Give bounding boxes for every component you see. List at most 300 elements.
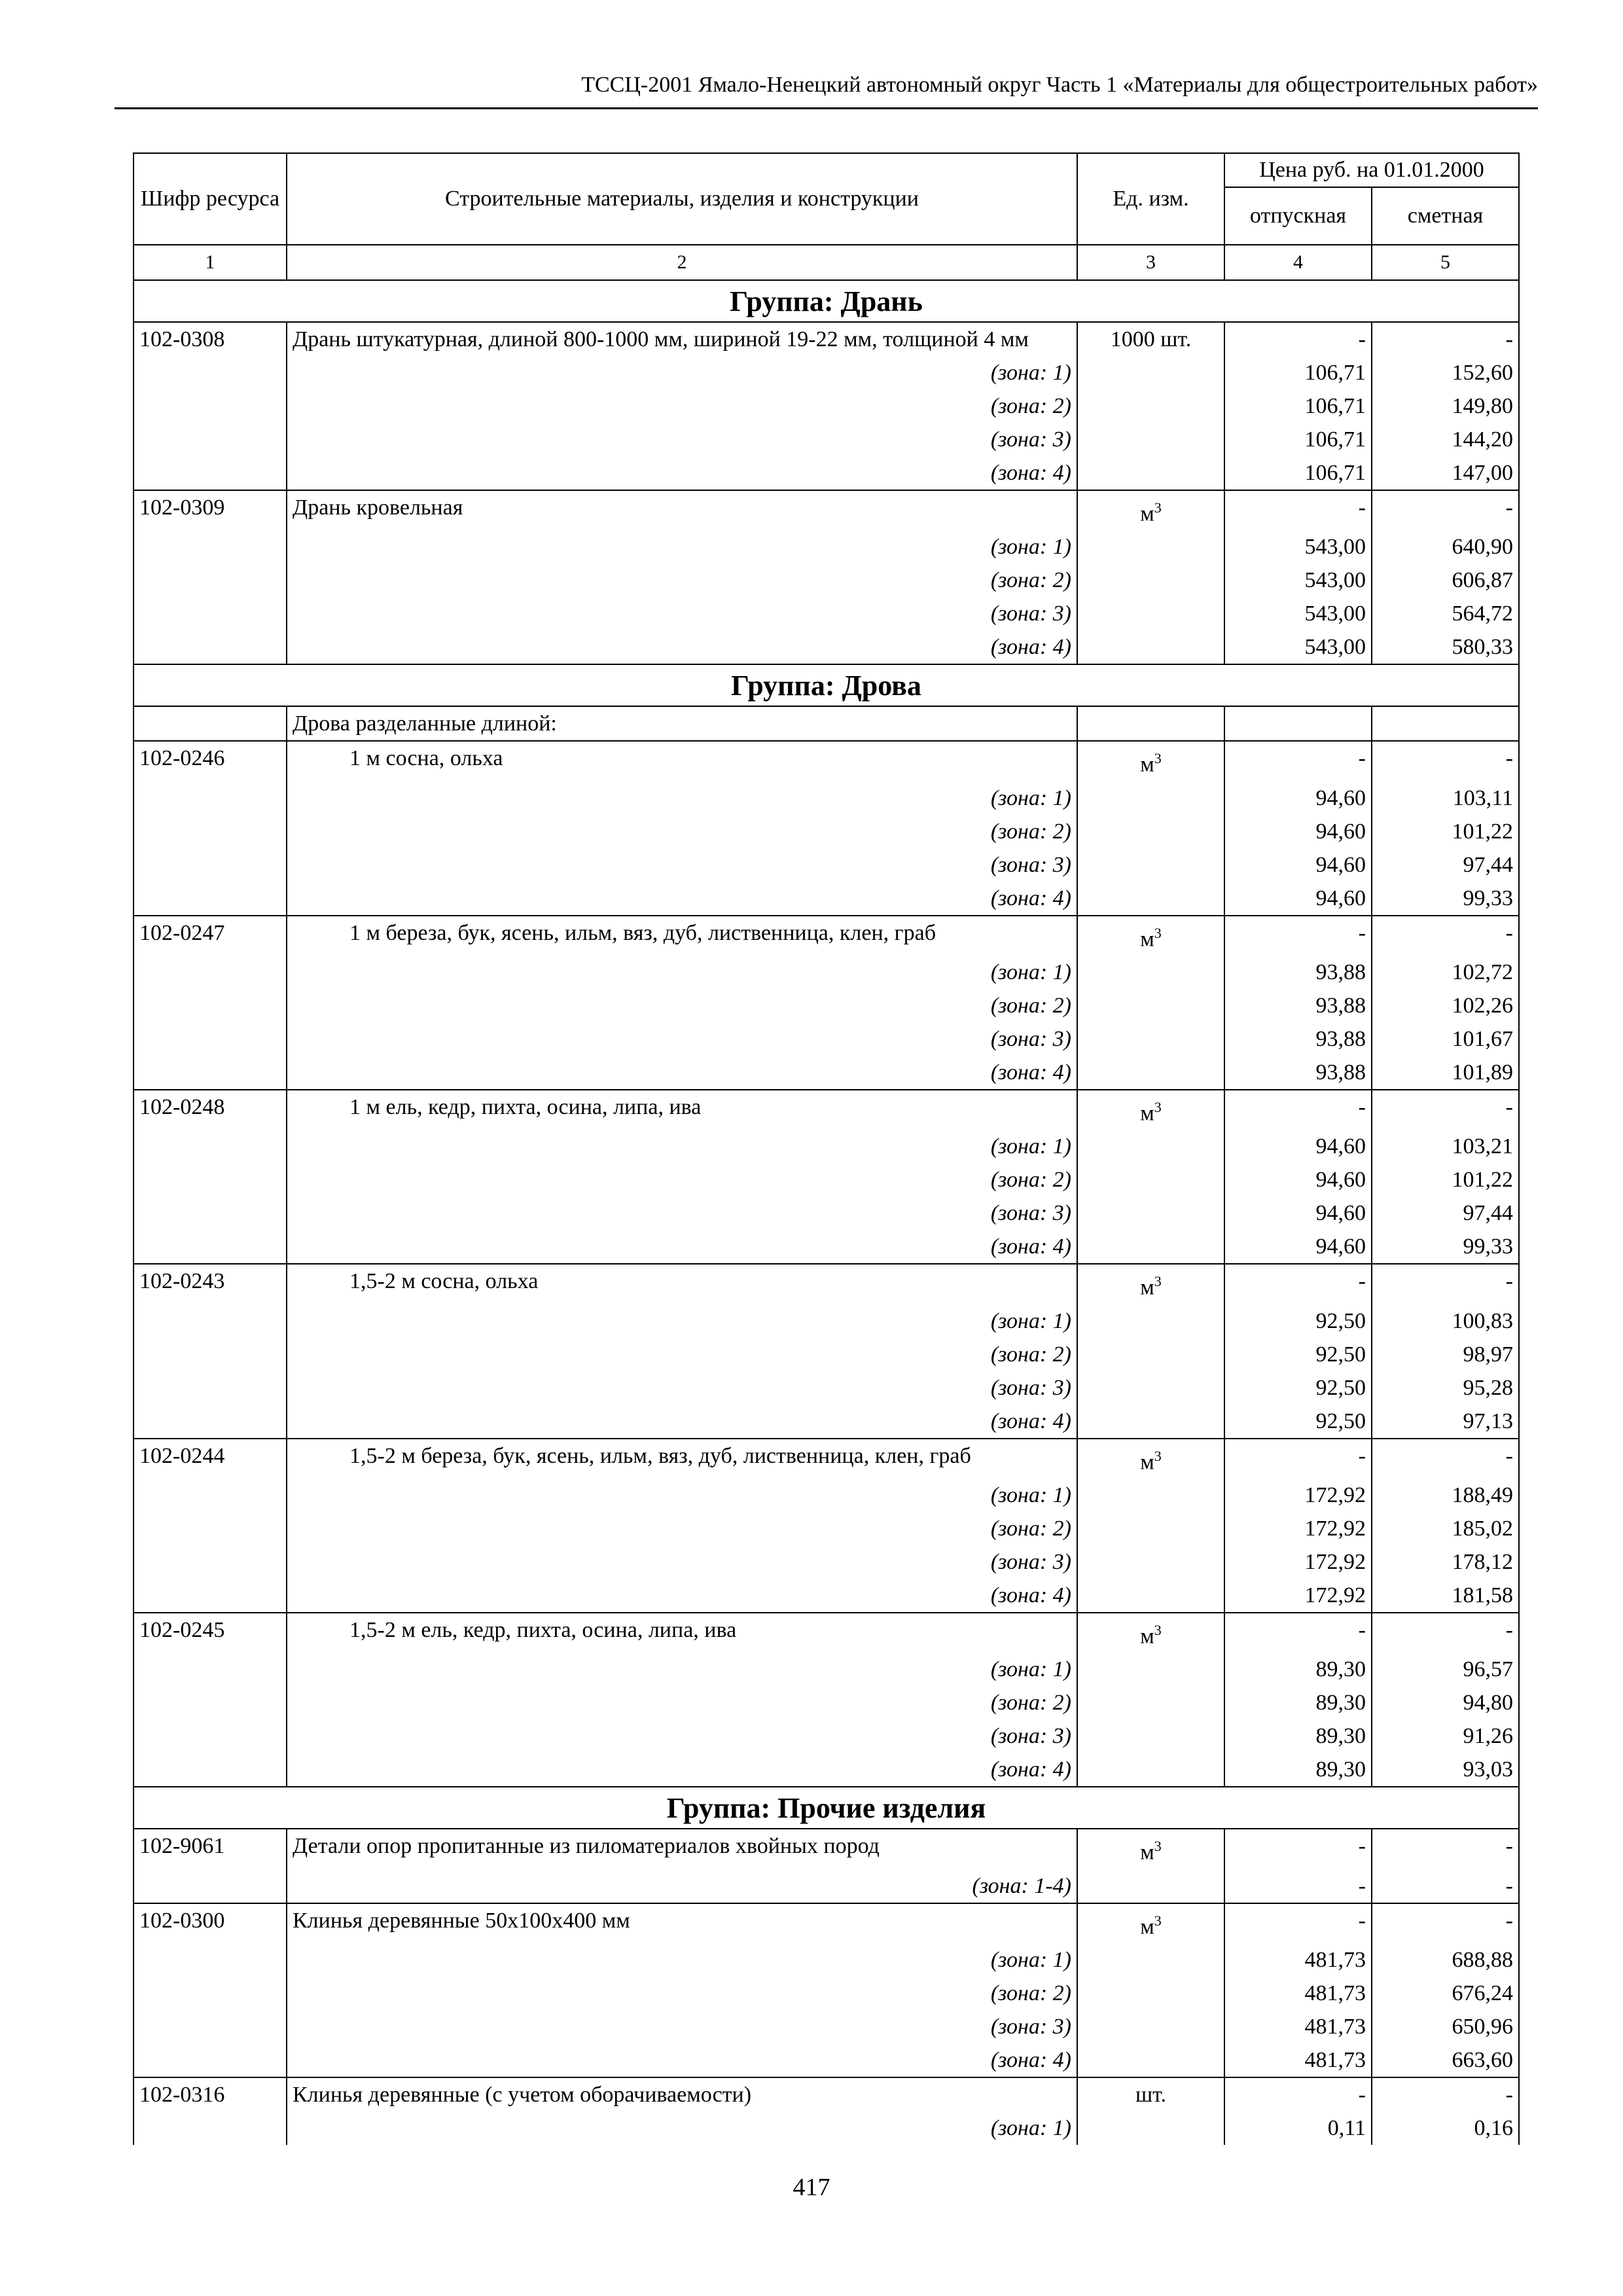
zone-label: (зона: 2): [287, 1338, 1077, 1371]
resource-code: 102-0246: [134, 741, 287, 781]
zone-release-price: 543,00: [1224, 597, 1372, 630]
zone-label: (зона: 3): [287, 2010, 1077, 2043]
estimate-price: -: [1372, 1903, 1519, 1943]
zone-estimate-price: 103,11: [1372, 781, 1519, 815]
zone-release-price: 94,60: [1224, 781, 1372, 815]
material-name: Дрань кровельная: [287, 490, 1077, 530]
zone-estimate-price: 188,49: [1372, 1479, 1519, 1512]
table-row: [134, 322, 1519, 356]
empty-cell: [134, 423, 287, 456]
zone-label: (зона: 1): [287, 1943, 1077, 1977]
zone-estimate-price: 147,00: [1372, 456, 1519, 490]
zone-label: (зона: 2): [287, 1512, 1077, 1545]
zone-estimate-price: 94,80: [1372, 1686, 1519, 1719]
release-price: -: [1224, 1439, 1372, 1479]
zone-row: [134, 1479, 1519, 1512]
zone-release-price: 543,00: [1224, 630, 1372, 664]
zone-row: [134, 882, 1519, 916]
zone-estimate-price: 101,67: [1372, 1022, 1519, 1056]
estimate-price: -: [1372, 322, 1519, 356]
document-header: [115, 68, 1538, 109]
empty-cell: [134, 1056, 287, 1090]
unit-cell: $м^3$: [1077, 1264, 1224, 1304]
zone-release-price: 92,50: [1224, 1405, 1372, 1439]
empty-cell: [134, 597, 287, 630]
zone-estimate-price: 185,02: [1372, 1512, 1519, 1545]
col-number: 5: [1372, 245, 1519, 280]
zone-label: (зона: 4): [287, 1753, 1077, 1787]
release-price: -: [1224, 916, 1372, 956]
estimate-price: -: [1372, 1090, 1519, 1130]
zone-row: [134, 1338, 1519, 1371]
estimate-price: -: [1372, 741, 1519, 781]
empty-cell: [134, 956, 287, 989]
table-row: [134, 741, 1519, 781]
page-number: 417: [793, 2174, 830, 2201]
empty-cell: [134, 2111, 287, 2145]
zone-release-price: 94,60: [1224, 1163, 1372, 1196]
material-name: 1,5-2 м береза, бук, ясень, ильм, вяз, дуб, лиственница, клен, граб: [287, 1439, 1077, 1479]
zone-estimate-price: 640,90: [1372, 530, 1519, 564]
price-table: [133, 152, 1520, 2145]
empty-cell: [1077, 1869, 1224, 1903]
zone-estimate-price: 101,89: [1372, 1056, 1519, 1090]
empty-cell: [1077, 1338, 1224, 1371]
empty-cell: [1077, 956, 1224, 989]
empty-cell: [1077, 1479, 1224, 1512]
unit-cell: $м^3$: [1077, 1903, 1224, 1943]
zone-release-price: 106,71: [1224, 456, 1372, 490]
zone-estimate-price: 688,88: [1372, 1943, 1519, 1977]
empty-cell: [134, 456, 287, 490]
zone-row: [134, 1753, 1519, 1787]
zone-row: [134, 356, 1519, 389]
zone-label: (зона: 3): [287, 1022, 1077, 1056]
zone-estimate-price: 181,58: [1372, 1579, 1519, 1613]
table-row: [134, 1264, 1519, 1304]
zone-row: [134, 1719, 1519, 1753]
zone-release-price: 94,60: [1224, 848, 1372, 882]
zone-row: [134, 1196, 1519, 1230]
zone-label: (зона: 4): [287, 456, 1077, 490]
zone-release-price: 0,11: [1224, 2111, 1372, 2145]
zone-release-price: 106,71: [1224, 423, 1372, 456]
table-row: [134, 916, 1519, 956]
zone-label: (зона: 1): [287, 530, 1077, 564]
empty-cell: [1077, 1512, 1224, 1545]
zone-release-price: 92,50: [1224, 1304, 1372, 1338]
zone-estimate-price: 102,72: [1372, 956, 1519, 989]
empty-cell: [1077, 597, 1224, 630]
empty-cell: [134, 2010, 287, 2043]
empty-cell: [134, 989, 287, 1022]
release-price: -: [1224, 1613, 1372, 1653]
zone-label: (зона: 1): [287, 956, 1077, 989]
empty-cell: [134, 1163, 287, 1196]
zone-estimate-price: 606,87: [1372, 564, 1519, 597]
material-name: 1 м сосна, ольха: [287, 741, 1077, 781]
table-row: [134, 1613, 1519, 1653]
table-row: [134, 1439, 1519, 1479]
zone-label: (зона: 1): [287, 1130, 1077, 1163]
unit-cell: 1000 шт.: [1077, 322, 1224, 356]
zone-release-price: 94,60: [1224, 815, 1372, 848]
material-name: Детали опор пропитанные из пиломатериалов хвойных пород: [287, 1829, 1077, 1869]
empty-cell: [134, 389, 287, 423]
zone-estimate-price: 95,28: [1372, 1371, 1519, 1405]
zone-label: (зона: 2): [287, 389, 1077, 423]
empty-cell: [1372, 706, 1519, 741]
empty-cell: [134, 1196, 287, 1230]
zone-row: [134, 815, 1519, 848]
zone-estimate-price: 564,72: [1372, 597, 1519, 630]
unit-cell: $м^3$: [1077, 1613, 1224, 1653]
unit-cell: $м^3$: [1077, 916, 1224, 956]
empty-cell: [1077, 1196, 1224, 1230]
zone-row: [134, 1545, 1519, 1579]
zone-label: (зона: 1): [287, 356, 1077, 389]
zone-release-price: 94,60: [1224, 882, 1372, 916]
zone-release-price: 481,73: [1224, 2043, 1372, 2077]
empty-cell: [134, 1304, 287, 1338]
zone-label: (зона: 3): [287, 1545, 1077, 1579]
zone-estimate-price: 0,16: [1372, 2111, 1519, 2145]
zone-estimate-price: 91,26: [1372, 1719, 1519, 1753]
empty-cell: [134, 706, 287, 741]
col-number: 2: [287, 245, 1077, 280]
empty-cell: [1077, 1686, 1224, 1719]
zone-label: (зона: 1): [287, 1653, 1077, 1686]
zone-label: (зона: 3): [287, 1196, 1077, 1230]
empty-cell: [1077, 356, 1224, 389]
zone-estimate-price: 98,97: [1372, 1338, 1519, 1371]
zone-estimate-price: 650,96: [1372, 2010, 1519, 2043]
zone-estimate-price: 96,57: [1372, 1653, 1519, 1686]
zone-label: (зона: 3): [287, 848, 1077, 882]
empty-cell: [1077, 1753, 1224, 1787]
zone-label: (зона: 4): [287, 882, 1077, 916]
zone-label: (зона: 2): [287, 989, 1077, 1022]
zone-row: [134, 597, 1519, 630]
zone-release-price: 94,60: [1224, 1130, 1372, 1163]
zone-estimate-price: 100,83: [1372, 1304, 1519, 1338]
zone-label: (зона: 1-4): [287, 1869, 1077, 1903]
group-heading: Группа: Прочие изделия: [134, 1787, 1519, 1829]
material-name: Дрань штукатурная, длиной 800-1000 мм, шириной 19-22 мм, толщиной 4 мм: [287, 322, 1077, 356]
zone-label: (зона: 3): [287, 1719, 1077, 1753]
empty-cell: [1077, 1163, 1224, 1196]
resource-code: 102-0247: [134, 916, 287, 956]
zone-release-price: 92,50: [1224, 1338, 1372, 1371]
resource-code: 102-0244: [134, 1439, 287, 1479]
release-price: -: [1224, 1903, 1372, 1943]
zone-label: (зона: 4): [287, 1056, 1077, 1090]
zone-release-price: 89,30: [1224, 1753, 1372, 1787]
zone-estimate-price: 144,20: [1372, 423, 1519, 456]
material-name: 1,5-2 м сосна, ольха: [287, 1264, 1077, 1304]
unit-cell: шт.: [1077, 2077, 1224, 2111]
zone-release-price: 481,73: [1224, 2010, 1372, 2043]
release-price: -: [1224, 322, 1372, 356]
zone-release-price: 92,50: [1224, 1371, 1372, 1405]
empty-cell: [134, 1943, 287, 1977]
empty-cell: [134, 848, 287, 882]
zone-estimate-price: 101,22: [1372, 1163, 1519, 1196]
table-row: [134, 1090, 1519, 1130]
zone-row: [134, 1579, 1519, 1613]
empty-cell: [134, 1869, 287, 1903]
zone-row: [134, 2111, 1519, 2145]
zone-row: [134, 1304, 1519, 1338]
zone-estimate-price: 149,80: [1372, 389, 1519, 423]
empty-cell: [1077, 989, 1224, 1022]
unit-cell: $м^3$: [1077, 1439, 1224, 1479]
empty-cell: [134, 1022, 287, 1056]
group-heading: Группа: Дрова: [134, 664, 1519, 706]
zone-estimate-price: 102,26: [1372, 989, 1519, 1022]
release-price: -: [1224, 2077, 1372, 2111]
zone-estimate-price: 103,21: [1372, 1130, 1519, 1163]
zone-row: [134, 1371, 1519, 1405]
zone-release-price: 106,71: [1224, 389, 1372, 423]
zone-label: (зона: 4): [287, 1579, 1077, 1613]
estimate-price: -: [1372, 1264, 1519, 1304]
estimate-price: -: [1372, 1613, 1519, 1653]
empty-cell: [1077, 1719, 1224, 1753]
zone-release-price: 172,92: [1224, 1479, 1372, 1512]
release-price: -: [1224, 1829, 1372, 1869]
empty-cell: [134, 630, 287, 664]
empty-cell: [1077, 1653, 1224, 1686]
empty-cell: [1077, 1405, 1224, 1439]
zone-estimate-price: 178,12: [1372, 1545, 1519, 1579]
zone-label: (зона: 3): [287, 1371, 1077, 1405]
empty-cell: [1077, 456, 1224, 490]
empty-cell: [1077, 389, 1224, 423]
zone-row: [134, 989, 1519, 1022]
zone-estimate-price: 152,60: [1372, 356, 1519, 389]
empty-cell: [1077, 1977, 1224, 2010]
subheading: Дрова разделанные длиной:: [287, 706, 1077, 741]
empty-cell: [134, 1686, 287, 1719]
empty-cell: [134, 530, 287, 564]
empty-cell: [134, 882, 287, 916]
estimate-price: -: [1372, 916, 1519, 956]
zone-release-price: 481,73: [1224, 1977, 1372, 2010]
empty-cell: [1077, 706, 1224, 741]
zone-estimate-price: 99,33: [1372, 882, 1519, 916]
zone-row: [134, 1163, 1519, 1196]
table-row: [134, 2077, 1519, 2111]
empty-cell: [134, 1719, 287, 1753]
zone-release-price: 172,92: [1224, 1545, 1372, 1579]
zone-row: [134, 456, 1519, 490]
material-name: 1,5-2 м ель, кедр, пихта, осина, липа, ива: [287, 1613, 1077, 1653]
empty-cell: [1077, 1022, 1224, 1056]
empty-cell: [1077, 1056, 1224, 1090]
zone-row: [134, 1943, 1519, 1977]
zone-estimate-price: 93,03: [1372, 1753, 1519, 1787]
empty-cell: [134, 2043, 287, 2077]
empty-cell: [1077, 848, 1224, 882]
zone-row: [134, 389, 1519, 423]
empty-cell: [1077, 1545, 1224, 1579]
resource-code: 102-0309: [134, 490, 287, 530]
release-price: -: [1224, 490, 1372, 530]
zone-row: [134, 1686, 1519, 1719]
zone-row: [134, 564, 1519, 597]
zone-release-price: -: [1224, 1869, 1372, 1903]
unit-cell: $м^3$: [1077, 1090, 1224, 1130]
zone-label: (зона: 1): [287, 781, 1077, 815]
zone-label: (зона: 2): [287, 815, 1077, 848]
zone-label: (зона: 4): [287, 2043, 1077, 2077]
col-number: 1: [134, 245, 287, 280]
zone-release-price: 89,30: [1224, 1686, 1372, 1719]
empty-cell: [1224, 706, 1372, 741]
empty-cell: [134, 1512, 287, 1545]
resource-code: 102-0300: [134, 1903, 287, 1943]
empty-cell: [1077, 1943, 1224, 1977]
col-header-name: Строительные материалы, изделия и конструкции: [287, 153, 1077, 245]
zone-label: (зона: 2): [287, 1977, 1077, 2010]
empty-cell: [1077, 423, 1224, 456]
material-name: Клинья деревянные 50x100x400 мм: [287, 1903, 1077, 1943]
zone-estimate-price: 99,33: [1372, 1230, 1519, 1264]
zone-row: [134, 1869, 1519, 1903]
estimate-price: -: [1372, 1439, 1519, 1479]
empty-cell: [134, 1230, 287, 1264]
empty-cell: [134, 1753, 287, 1787]
empty-cell: [1077, 2111, 1224, 2145]
empty-cell: [134, 1405, 287, 1439]
zone-label: (зона: 2): [287, 1686, 1077, 1719]
material-name: Клинья деревянные (с учетом оборачиваемости): [287, 2077, 1077, 2111]
zone-row: [134, 2010, 1519, 2043]
zone-row: [134, 848, 1519, 882]
unit-cell: $м^3$: [1077, 490, 1224, 530]
zone-label: (зона: 3): [287, 597, 1077, 630]
zone-label: (зона: 4): [287, 1405, 1077, 1439]
zone-release-price: 94,60: [1224, 1230, 1372, 1264]
table-row: [134, 1903, 1519, 1943]
zone-release-price: 106,71: [1224, 356, 1372, 389]
group-heading: Группа: Дрань: [134, 280, 1519, 322]
zone-label: (зона: 4): [287, 630, 1077, 664]
zone-estimate-price: 101,22: [1372, 815, 1519, 848]
zone-row: [134, 1130, 1519, 1163]
zone-row: [134, 956, 1519, 989]
zone-row: [134, 1512, 1519, 1545]
zone-row: [134, 2043, 1519, 2077]
zone-label: (зона: 2): [287, 564, 1077, 597]
zone-release-price: 93,88: [1224, 956, 1372, 989]
estimate-price: -: [1372, 490, 1519, 530]
empty-cell: [1077, 2043, 1224, 2077]
empty-cell: [134, 1977, 287, 2010]
empty-cell: [1077, 1371, 1224, 1405]
col-header-unit: Ед. изм.: [1077, 153, 1224, 245]
zone-label: (зона: 3): [287, 423, 1077, 456]
empty-cell: [1077, 564, 1224, 597]
zone-row: [134, 1405, 1519, 1439]
zone-estimate-price: 97,44: [1372, 848, 1519, 882]
zone-release-price: 543,00: [1224, 564, 1372, 597]
empty-cell: [134, 564, 287, 597]
estimate-price: -: [1372, 1829, 1519, 1869]
empty-cell: [134, 1338, 287, 1371]
zone-release-price: 481,73: [1224, 1943, 1372, 1977]
zone-row: [134, 1022, 1519, 1056]
material-name: 1 м береза, бук, ясень, ильм, вяз, дуб, лиственница, клен, граб: [287, 916, 1077, 956]
col-header-release: отпускная: [1224, 187, 1372, 245]
empty-cell: [134, 1479, 287, 1512]
col-number: 3: [1077, 245, 1224, 280]
zone-estimate-price: 97,13: [1372, 1405, 1519, 1439]
table-body: [134, 280, 1519, 2145]
empty-cell: [134, 781, 287, 815]
empty-cell: [134, 815, 287, 848]
col-header-price: Цена руб. на 01.01.2000: [1224, 153, 1519, 187]
table-row: [134, 490, 1519, 530]
zone-label: (зона: 4): [287, 1230, 1077, 1264]
empty-cell: [134, 1579, 287, 1613]
unit-cell: $м^3$: [1077, 1829, 1224, 1869]
resource-code: 102-0316: [134, 2077, 287, 2111]
col-header-code: Шифр ресурса: [134, 153, 287, 245]
header-title: ТССЦ-2001 Ямало-Ненецкий автономный округ Часть 1 «Материалы для общестроительных работ»: [581, 73, 1538, 97]
zone-label: (зона: 2): [287, 1163, 1077, 1196]
empty-cell: [1077, 1130, 1224, 1163]
zone-estimate-price: -: [1372, 1869, 1519, 1903]
estimate-price: -: [1372, 2077, 1519, 2111]
empty-cell: [1077, 2010, 1224, 2043]
zone-release-price: 93,88: [1224, 1056, 1372, 1090]
empty-cell: [134, 1545, 287, 1579]
empty-cell: [134, 1130, 287, 1163]
zone-release-price: 89,30: [1224, 1719, 1372, 1753]
zone-release-price: 89,30: [1224, 1653, 1372, 1686]
zone-row: [134, 1653, 1519, 1686]
zone-row: [134, 630, 1519, 664]
col-number: 4: [1224, 245, 1372, 280]
empty-cell: [1077, 882, 1224, 916]
zone-release-price: 172,92: [1224, 1512, 1372, 1545]
empty-cell: [1077, 781, 1224, 815]
zone-row: [134, 423, 1519, 456]
zone-release-price: 93,88: [1224, 989, 1372, 1022]
zone-estimate-price: 676,24: [1372, 1977, 1519, 2010]
empty-cell: [1077, 815, 1224, 848]
zone-estimate-price: 97,44: [1372, 1196, 1519, 1230]
zone-row: [134, 1230, 1519, 1264]
empty-cell: [1077, 1579, 1224, 1613]
empty-cell: [1077, 630, 1224, 664]
zone-release-price: 93,88: [1224, 1022, 1372, 1056]
empty-cell: [1077, 1304, 1224, 1338]
empty-cell: [134, 1653, 287, 1686]
resource-code: 102-0308: [134, 322, 287, 356]
resource-code: 102-0243: [134, 1264, 287, 1304]
resource-code: 102-0248: [134, 1090, 287, 1130]
release-price: -: [1224, 1264, 1372, 1304]
release-price: -: [1224, 741, 1372, 781]
empty-cell: [134, 356, 287, 389]
unit-cell: $м^3$: [1077, 741, 1224, 781]
empty-cell: [1077, 1230, 1224, 1264]
zone-row: [134, 1977, 1519, 2010]
zone-label: (зона: 1): [287, 1304, 1077, 1338]
